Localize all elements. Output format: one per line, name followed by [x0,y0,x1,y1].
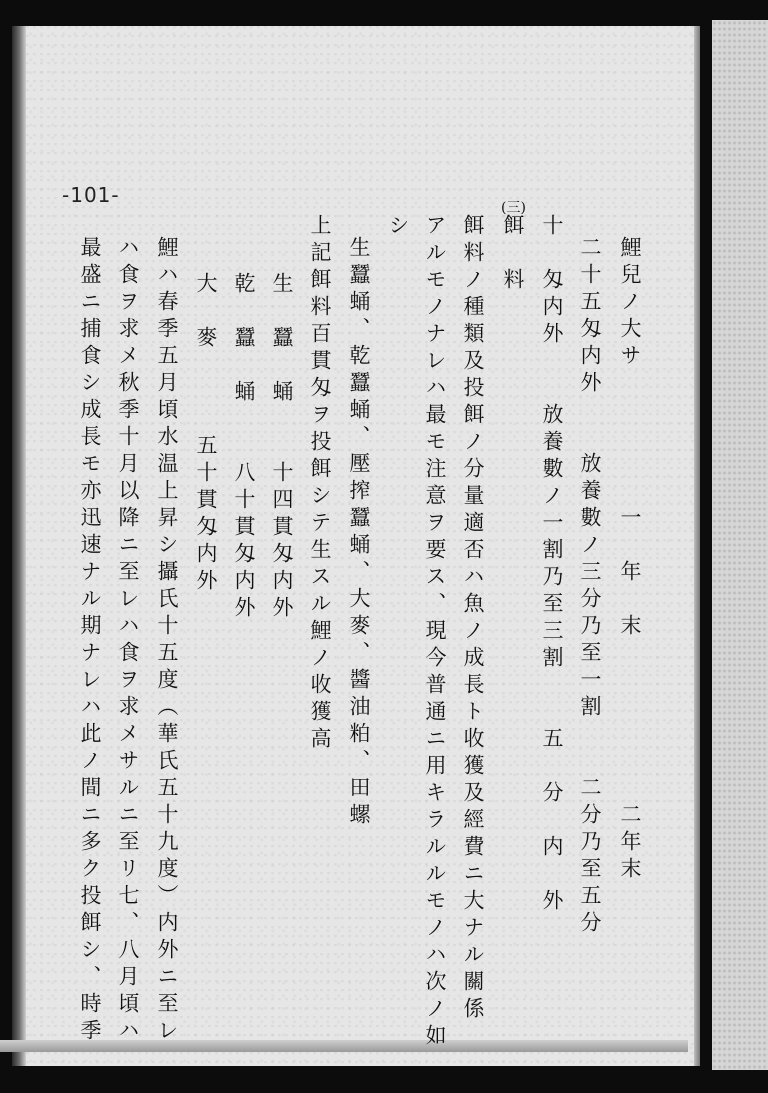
section-marker: (三) [501,200,526,216]
text-column-10: 十 匁内外 放養數ノ一割乃至三割 五 分 内 外 [540,214,564,916]
text-column-shi: シ [386,214,410,241]
text-column-heading-size: 鯉兒ノ大サ 一 年 末 二年末 [618,236,642,884]
text-column-spring: 鯉ハ春季五月頃水温上昇シ攝氏十五度（華氏五十九度）内外ニ至レ [155,236,179,1046]
binding-gutter [12,26,26,1066]
text-column-raw-pupa: 生 蠶 蛹 十四貫匁内外 [270,272,294,623]
page-bottom-edge [0,1040,688,1052]
text-column-barley: 大 麥 五十貫匁内外 [194,272,218,596]
text-column-autumn: ハ食ヲ求メ秋季十月以降ニ至レハ食ヲ求メサルニ至リ七、八月頃ハ [116,236,140,1046]
section-title-feed: 餌 料 [501,214,525,295]
text-column-25: 二十五匁内外 放養數ノ三分乃至一割 二分乃至五分 [578,236,602,938]
text-column-feed-types: 餌料ノ種類及投餌ノ分量適否ハ魚ノ成長ト收獲及經費ニ大ナル關係 [461,214,485,1024]
text-column-feed-attention: アルモノナレハ最モ注意ヲ要ス、現今普通ニ用キラルルモノハ次ノ如 [423,214,447,1051]
text-column-yield-heading: 上記餌料百貫匁ヲ投餌シテ生スル鯉ノ收獲高 [308,214,332,754]
page-number: -101- [62,183,120,207]
page-fold [694,26,700,1066]
text-column-dried-pupa: 乾 蠶 蛹 八十貫匁内外 [232,272,256,623]
adjacent-page-edge [712,20,768,1070]
text-column-feed-list: 生蠶蛹、乾蠶蛹、壓搾蠶蛹、大麥、醬油粕、田螺 [347,236,371,830]
text-column-peak: 最盛ニ捕食シ成長モ亦迅速ナル期ナレハ此ノ間ニ多ク投餌シ、時季 [78,236,102,1046]
